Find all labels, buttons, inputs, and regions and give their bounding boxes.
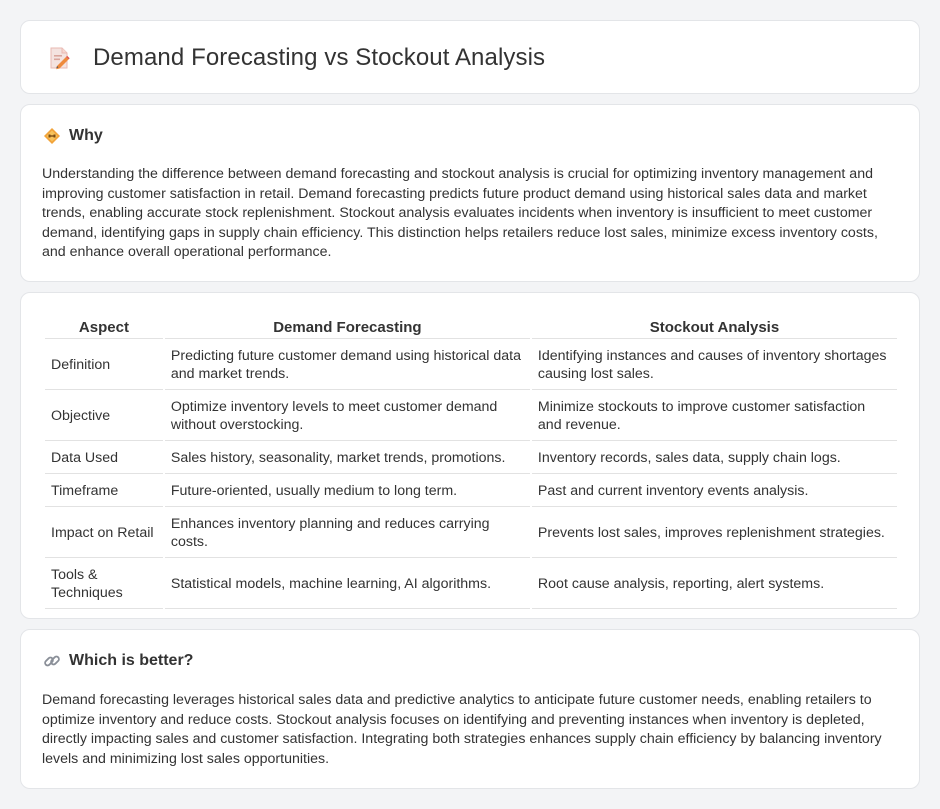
row-aspect: Definition [45, 341, 163, 390]
which-is-better-section [20, 629, 920, 789]
row-aspect: Data Used [45, 443, 163, 474]
comparison-table [43, 315, 899, 611]
page-title: Demand Forecasting vs Stockout Analysis [93, 44, 546, 71]
row-aspect: Timeframe [45, 476, 163, 507]
row-stockout-analysis: Identifying instances and causes of inventory shortages causing lost sales. [532, 341, 897, 390]
link-icon [43, 652, 61, 670]
row-demand-forecasting: Sales history, seasonality, market trends, promotions. [165, 443, 530, 474]
table-row [45, 560, 897, 609]
row-demand-forecasting: Enhances inventory planning and reduces carrying costs. [165, 509, 530, 558]
table-header-row [45, 317, 897, 339]
row-stockout-analysis: Root cause analysis, reporting, alert systems. [532, 560, 897, 609]
header-demand-forecasting: Demand Forecasting [165, 317, 530, 339]
row-stockout-analysis: Past and current inventory events analysis. [532, 476, 897, 507]
table-row [45, 509, 897, 558]
why-text: Understanding the difference between demand forecasting and stockout analysis is crucial for optimizing inventory management and improving customer satisfaction in retail. Demand forecasting predicts future product demand using historical sales data and market trends, enabling accurate stock replenishment. Stockout analysis evaluates incidents when inventory is insufficient to meet customer demand, identifying gaps in supply chain efficiency. This distinction helps retailers reduce lost sales, minimize excess inventory costs, and enhance overall operational performance. [42, 166, 878, 260]
row-aspect: Impact on Retail [45, 509, 163, 558]
row-stockout-analysis: Minimize stockouts to improve customer satisfaction and revenue. [532, 392, 897, 441]
table-row [45, 443, 897, 474]
row-stockout-analysis: Inventory records, sales data, supply chain logs. [532, 443, 897, 474]
why-heading [43, 127, 103, 145]
row-demand-forecasting: Predicting future customer demand using historical data and market trends. [165, 341, 530, 390]
table-row [45, 392, 897, 441]
row-demand-forecasting: Future-oriented, usually medium to long term. [165, 476, 530, 507]
better-title: Which is better? [69, 652, 194, 669]
diamond-warning-icon [43, 127, 61, 145]
header-card [20, 20, 920, 94]
better-text: Demand forecasting leverages historical sales data and predictive analytics to anticipate future customer needs, enabling retailers to optimize inventory and reduce costs. Stockout analysis focuses on identifying and preventing instances when inventory is depleted, directly impacting sales and customer satisfaction. Integrating both strategies enhances supply chain efficiency by balancing inventory levels and minimizing lost sales opportunities. [42, 692, 882, 767]
row-aspect: Tools & Techniques [45, 560, 163, 609]
why-title: Why [69, 127, 103, 144]
document-pencil-icon [48, 46, 70, 70]
header-aspect: Aspect [45, 317, 163, 339]
row-aspect: Objective [45, 392, 163, 441]
table-row [45, 341, 897, 390]
header-stockout-analysis: Stockout Analysis [532, 317, 897, 339]
better-heading [43, 652, 193, 670]
comparison-section [20, 292, 920, 619]
row-demand-forecasting: Optimize inventory levels to meet customer demand without overstocking. [165, 392, 530, 441]
why-section [20, 104, 920, 282]
table-row [45, 476, 897, 507]
row-demand-forecasting: Statistical models, machine learning, AI algorithms. [165, 560, 530, 609]
row-stockout-analysis: Prevents lost sales, improves replenishment strategies. [532, 509, 897, 558]
